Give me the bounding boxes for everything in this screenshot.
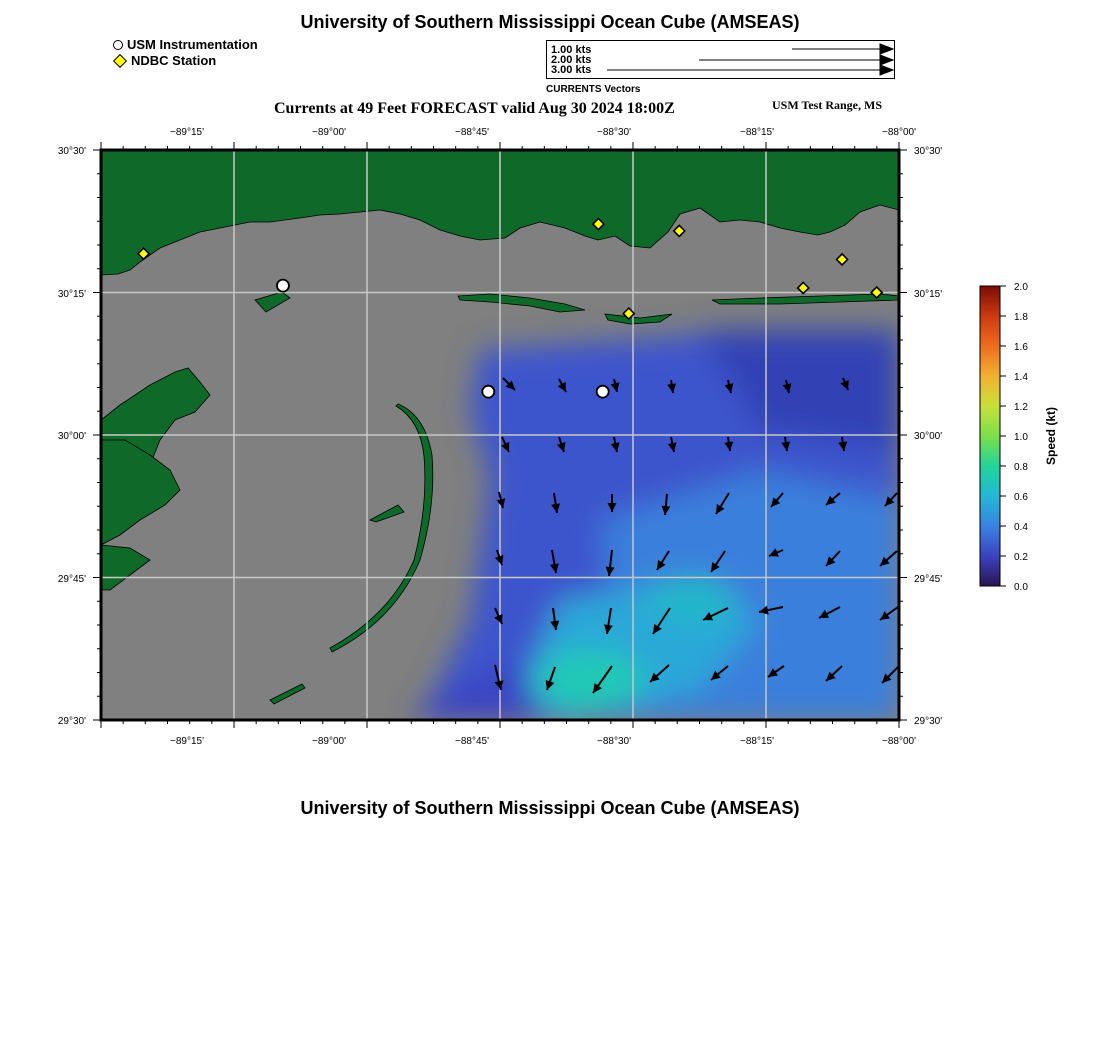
lon-tick-label: −89°15' (170, 127, 204, 138)
lat-tick-label: 30°00' (914, 431, 943, 442)
colorbar-label: Speed (kt) (1044, 406, 1058, 466)
lat-tick-label: 30°30' (57, 146, 86, 157)
lat-tick-label: 30°00' (57, 431, 86, 442)
lon-tick-label: −89°15' (170, 736, 204, 747)
lon-labels-top (170, 127, 916, 138)
lon-tick-label: −89°00' (312, 127, 346, 138)
footer-title: University of Southern Mississippi Ocean Cube (AMSEAS) (300, 798, 800, 818)
lat-tick-label: 30°15' (914, 289, 943, 300)
lat-tick-label: 30°15' (57, 289, 86, 300)
lon-tick-label: −89°00' (312, 736, 346, 747)
scale-label-2: 2.00 kts (551, 54, 592, 66)
colorbar-tick-label: 0.8 (1014, 462, 1028, 473)
colorbar-tick-label: 0.6 (1014, 492, 1028, 503)
colorbar-tick-label: 1.8 (1014, 312, 1028, 323)
map-frame (93, 142, 907, 728)
lon-tick-label: −88°00' (882, 736, 916, 747)
scale-label-3: 3.00 kts (551, 64, 592, 76)
lon-tick-label: −88°45' (455, 127, 489, 138)
lat-tick-label: 29°45' (57, 574, 86, 585)
lon-labels-bottom (170, 736, 916, 747)
usm-instrument-marker (597, 386, 609, 398)
region-label: USM Test Range, MS (772, 98, 883, 112)
usm-instrument-marker (277, 280, 289, 292)
lon-tick-label: −88°15' (740, 127, 774, 138)
lon-tick-label: −88°30' (597, 736, 631, 747)
lon-tick-label: −88°00' (882, 127, 916, 138)
colorbar-tick-label: 2.0 (1014, 282, 1028, 293)
colorbar-tick-label: 0.2 (1014, 552, 1028, 563)
lat-tick-label: 30°30' (914, 146, 943, 157)
legend-ndbc-label: NDBC Station (131, 53, 217, 68)
scale-label-1: 1.00 kts (551, 44, 592, 56)
colorbar-tick-labels (1014, 282, 1028, 593)
page-title: University of Southern Mississippi Ocean Cube (AMSEAS) (300, 12, 800, 32)
colorbar-tick-label: 1.4 (1014, 372, 1028, 383)
colorbar-tick-label: 0.0 (1014, 582, 1028, 593)
lon-tick-label: −88°45' (455, 736, 489, 747)
lat-tick-label: 29°30' (914, 716, 943, 727)
lat-tick-label: 29°45' (914, 574, 943, 585)
lat-labels-right (914, 146, 942, 727)
colorbar-tick-label: 0.4 (1014, 522, 1028, 533)
speed-colorbar (980, 282, 1058, 593)
colorbar-tick-label: 1.0 (1014, 432, 1028, 443)
lon-tick-label: −88°15' (740, 736, 774, 747)
lat-labels-left (58, 146, 86, 727)
usm-instrument-marker (482, 386, 494, 398)
colorbar-ticks (1000, 286, 1006, 586)
vector-scale-caption: CURRENTS Vectors (546, 84, 641, 95)
colorbar-gradient (980, 286, 1000, 586)
lat-tick-label: 29°30' (57, 716, 86, 727)
colorbar-tick-label: 1.2 (1014, 402, 1028, 413)
legend-usm-label: USM Instrumentation (127, 37, 258, 52)
colorbar-tick-label: 1.6 (1014, 342, 1028, 353)
map-subtitle: Currents at 49 Feet FORECAST valid Aug 30 2024 18:00Z (274, 100, 675, 117)
lon-tick-label: −88°30' (597, 127, 631, 138)
